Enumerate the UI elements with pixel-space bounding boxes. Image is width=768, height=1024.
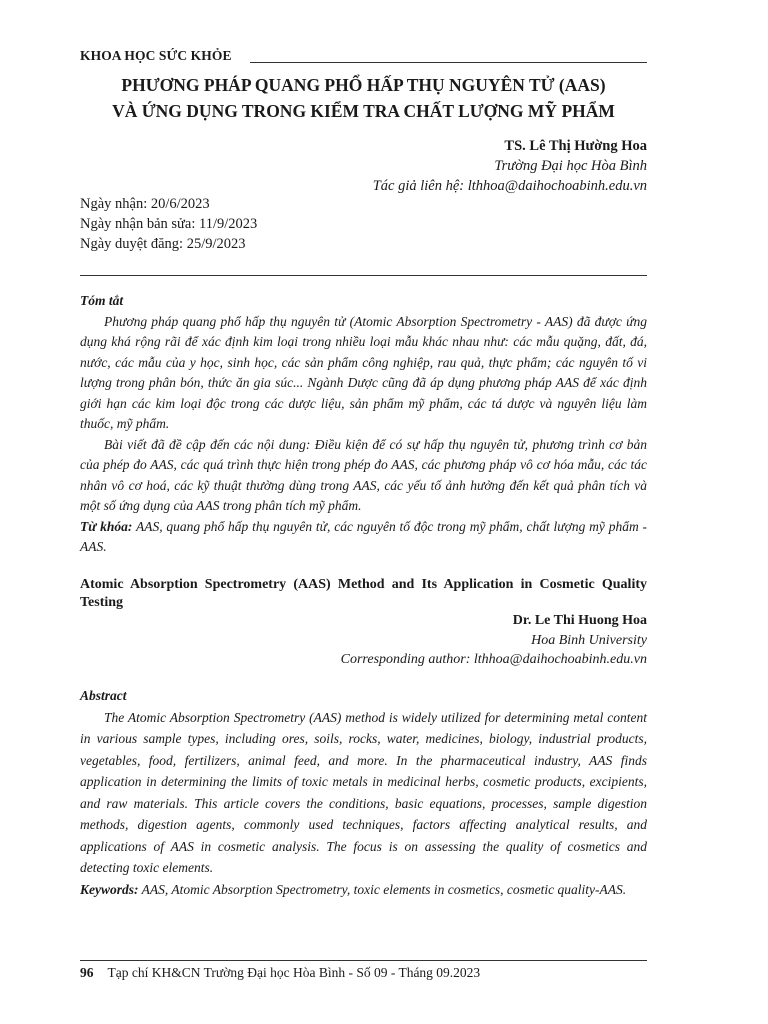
abstract-vi-paragraph-2: Bài viết đã đề cập đến các nội dung: Điều kiện để có sự hấp thụ nguyên tử, phương trình cơ bản của phép đo AAS, các quá trình thực hiện trong phép đo AAS, các phương pháp vô cơ hóa mẫu, các tác nhân vô cơ hoá, các kỹ thuật thường dùng trong AAS, các yếu tố ảnh hưởng đến kết quả phân tích và một số ứng dụng của AAS trong phân tích mỹ phẩm.: [80, 436, 647, 513]
section-label: KHOA HỌC SỨC KHỎE: [80, 48, 232, 63]
author-block-en: [341, 611, 647, 670]
keywords-en: [80, 879, 647, 901]
abstract-en: [80, 685, 647, 900]
date-accepted: Ngày duyệt đăng: 25/9/2023: [80, 236, 246, 252]
paper-title-vi: [80, 72, 647, 124]
author-affiliation-en: Hoa Binh University: [531, 632, 647, 648]
title-line-2: VÀ ỨNG DỤNG TRONG KIỂM TRA CHẤT LƯỢNG MỸ PHẨM: [112, 101, 615, 121]
abstract-en-heading: Abstract: [80, 688, 127, 703]
date-received: Ngày nhận: 20/6/2023: [80, 196, 210, 212]
author-affiliation: Trường Đại học Hòa Bình: [494, 158, 647, 174]
date-revised: Ngày nhận bản sửa: 11/9/2023: [80, 216, 258, 232]
title-line-1: PHƯƠNG PHÁP QUANG PHỔ HẤP THỤ NGUYÊN TỬ (AAS): [121, 75, 606, 95]
keywords-en-label: Keywords:: [80, 881, 139, 897]
page-footer: [80, 965, 480, 981]
paper-page: [80, 0, 647, 1024]
author-contact-en: Corresponding author: lthhoa@daihochoabinh.edu.vn: [340, 652, 647, 667]
keywords-vi-text: AAS, quang phổ hấp thụ nguyên tử, các nguyên tố độc trong mỹ phẩm, chất lượng mỹ phẩm - AAS.: [80, 518, 647, 554]
dates-block: [80, 194, 257, 254]
footer-rule: [80, 960, 647, 961]
author-block-vi: [373, 136, 647, 196]
abstract-vi-paragraph-1: Phương pháp quang phổ hấp thụ nguyên tử (Atomic Absorption Spectrometry - AAS) đã được ứng dụng khá rộng rãi để xác định kim loại trong nhiều loại mẫu khác nhau như: các mẫu quặng, đất, đá, nước, các mẫu của y học, sinh học, các sản phẩm công nghiệp, rau quả, thực phẩm; các nguyên tố vi lượng trong phân bón, thức ăn gia súc... Ngành Dược cũng đã áp dụng phương pháp AAS để xác định giới hạn các kim loại độc trong các dược liệu, sản phẩm mỹ phẩm, các tá dược và nguyên liệu làm thuốc, mỹ phẩm.: [80, 313, 647, 431]
section-divider: [80, 275, 647, 276]
journal-name: Tạp chí KH&CN Trường Đại học Hòa Bình - Số 09 - Tháng 09.2023: [107, 965, 481, 980]
header-rule: [250, 62, 647, 63]
author-name-en: Dr. Le Thi Huong Hoa: [512, 613, 647, 628]
keywords-vi-label: Từ khóa:: [80, 518, 133, 534]
keywords-en-text: AAS, Atomic Absorption Spectrometry, toxic elements in cosmetics, cosmetic quality-AAS.: [138, 881, 627, 897]
page-number: 96: [80, 965, 94, 980]
abstract-vi: [80, 291, 647, 558]
abstract-vi-heading: Tóm tắt: [80, 293, 124, 308]
author-name: TS. Lê Thị Hường Hoa: [504, 138, 647, 154]
author-contact: Tác giả liên hệ: lthhoa@daihochoabinh.edu.vn: [372, 178, 647, 194]
abstract-en-paragraph: The Atomic Absorption Spectrometry (AAS) method is widely utilized for determining metal content in various sample types, including ores, soils, rocks, water, medicines, biology, industrial products, vegetables, food, fertilizers, animal feed, and more. In the pharmaceutical industry, AAS finds application in determining the limits of toxic metals in medicinal herbs, cosmetic products, excipients, and raw materials. This article covers the conditions, basic equations, processes, sample digestion methods, digestion agents, commonly used techniques, factors affecting analytical results, and applications of AAS in cosmetic analysis. The focus is on assessing the quality of cosmetics and detecting toxic elements.: [80, 709, 647, 875]
keywords-vi: [80, 517, 647, 558]
paper-title-en: Atomic Absorption Spectrometry (AAS) Method and Its Application in Cosmetic Quality Testing: [80, 577, 647, 610]
